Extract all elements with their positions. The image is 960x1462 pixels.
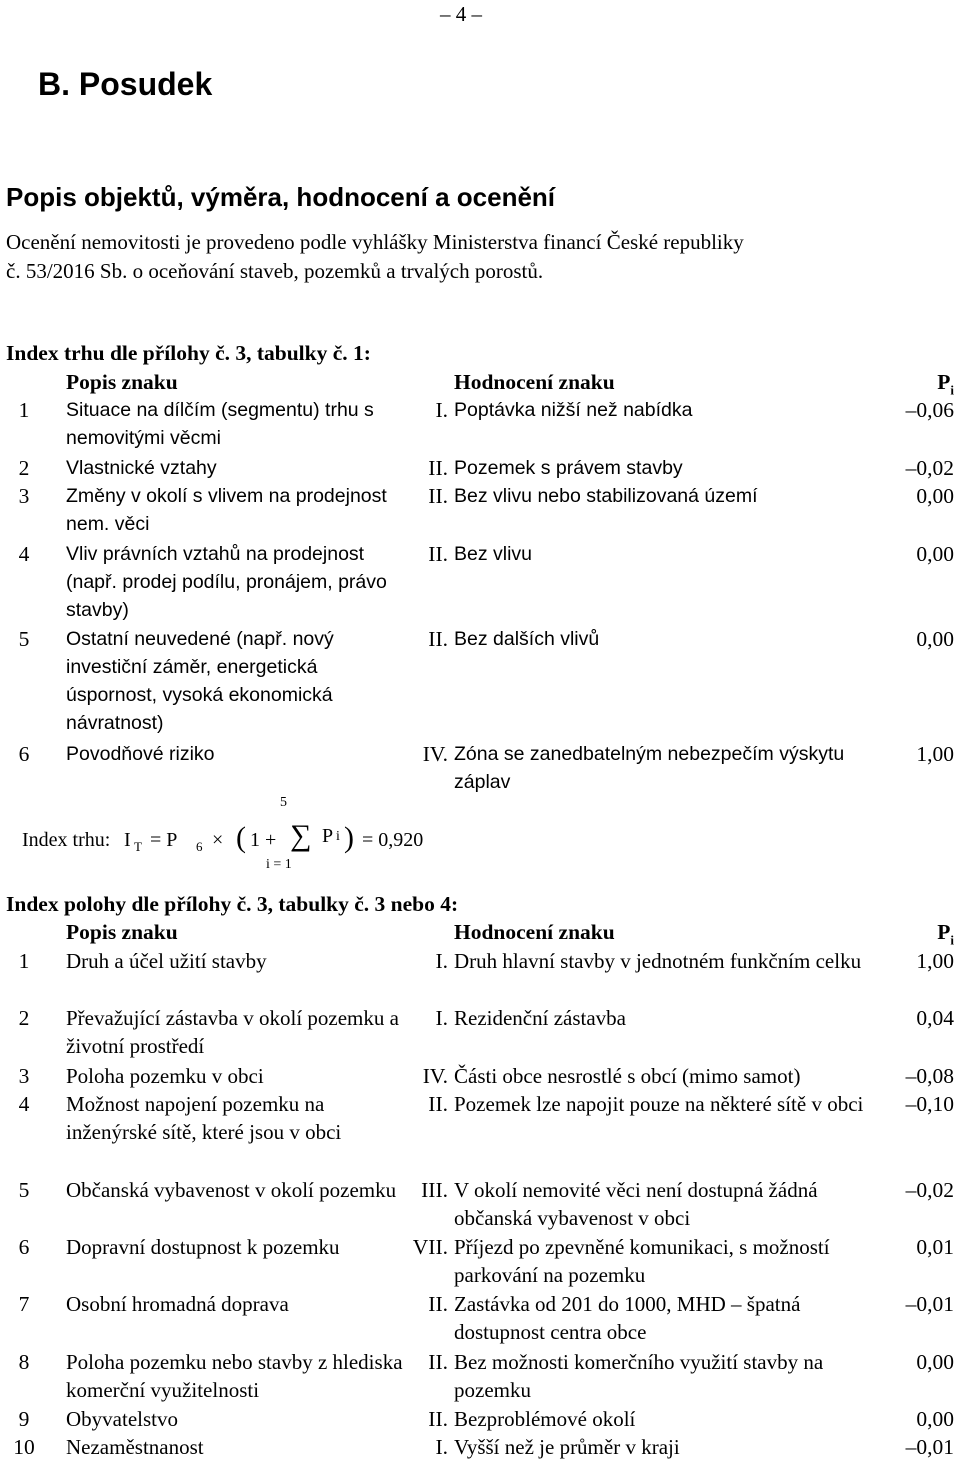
- location-eval: Bezproblémové okolí: [454, 1407, 636, 1431]
- formula-sigma-lower: i = 1: [266, 857, 292, 872]
- location-num: 5: [18, 1178, 30, 1202]
- location-value: 0,00: [916, 1350, 954, 1374]
- intro-line-1: Ocenění nemovitosti je provedeno podle vyhlášky Ministerstva financí České republiky: [6, 230, 744, 254]
- formula-it-sub: T: [134, 839, 142, 854]
- location-num: 1: [18, 949, 30, 973]
- market-num: 5: [18, 627, 30, 651]
- location-value: –0,01: [905, 1292, 954, 1316]
- formula-label: Index trhu:: [22, 829, 111, 851]
- intro-line-2: č. 53/2016 Sb. o oceňování staveb, pozemků a trvalých porostů.: [6, 259, 544, 283]
- market-eval: Bez dalších vlivů: [454, 628, 600, 650]
- location-eval: Druh hlavní stavby v jednotném funkčním celku: [454, 949, 862, 973]
- location-desc: Možnost napojení pozemku na inženýrské sítě, které jsou v obci: [66, 1092, 342, 1144]
- market-roman: II.: [428, 484, 448, 508]
- sigma-icon: ∑: [290, 819, 312, 852]
- location-desc: Poloha pozemku nebo stavby z hlediska komerční využitelnosti: [66, 1350, 403, 1402]
- location-col-p: $P_i$: [937, 920, 954, 948]
- location-value: 0,00: [916, 1407, 954, 1431]
- location-desc: Nezaměstnanost: [66, 1435, 204, 1459]
- formula-lparen: (: [236, 821, 246, 854]
- location-roman: IV.: [422, 1064, 448, 1088]
- location-eval: Části obce nesrostlé s obcí (mimo samot): [454, 1064, 801, 1088]
- location-roman: I.: [435, 949, 448, 973]
- location-desc: Dopravní dostupnost k pozemku: [66, 1235, 340, 1259]
- location-num: 6: [18, 1235, 30, 1259]
- market-desc: Povodňové riziko: [66, 743, 215, 765]
- market-desc: Situace na dílčím (segmentu) trhu s nemovitými věcmi: [66, 399, 374, 449]
- market-value: –0,02: [905, 456, 954, 480]
- market-num: 6: [18, 742, 30, 766]
- location-value: –0,08: [905, 1064, 954, 1088]
- market-index-formula: [22, 795, 442, 875]
- location-desc: Obyvatelstvo: [66, 1407, 178, 1431]
- location-value: –0,10: [905, 1092, 954, 1116]
- market-desc: Změny v okolí s vlivem na prodejnost nem. věci: [66, 485, 387, 535]
- market-roman: II.: [428, 542, 448, 566]
- formula-it: I: [124, 829, 131, 851]
- market-num: 1: [18, 398, 30, 422]
- location-desc: Druh a účel užití stavby: [66, 949, 267, 973]
- formula-sigma-upper: 5: [280, 795, 287, 810]
- location-col-eval: Hodnocení znaku: [454, 920, 615, 944]
- location-value: 1,00: [916, 949, 954, 973]
- location-num: 2: [18, 1006, 30, 1030]
- location-roman: II.: [428, 1407, 448, 1431]
- location-eval: Rezidenční zástavba: [454, 1006, 626, 1030]
- market-col-desc: Popis znaku: [66, 370, 178, 394]
- location-eval: Vyšší než je průměr v kraji: [454, 1435, 680, 1459]
- formula-times: ×: [212, 829, 224, 851]
- location-num: 10: [13, 1435, 35, 1459]
- market-eval: Pozemek s právem stavby: [454, 457, 683, 479]
- formula-p-sub: 6: [196, 839, 203, 854]
- location-desc: Osobní hromadná doprava: [66, 1292, 289, 1316]
- page-number: – 4 –: [440, 2, 482, 26]
- formula-rparen: ): [344, 821, 354, 854]
- market-index-heading: Index trhu dle přílohy č. 3, tabulky č. 1:: [6, 341, 371, 365]
- market-value: 0,00: [916, 627, 954, 651]
- location-roman: III.: [421, 1178, 448, 1202]
- location-col-desc: Popis znaku: [66, 920, 178, 944]
- market-value: 0,00: [916, 484, 954, 508]
- location-roman: II.: [428, 1092, 448, 1116]
- location-roman: II.: [428, 1350, 448, 1374]
- market-desc: Ostatní neuvedené (např. nový investiční záměr, energetická úspornost, vysoká ekonomická návratnost): [66, 628, 334, 734]
- location-eval: Zastávka od 201 do 1000, MHD – špatná dostupnost centra obce: [454, 1292, 801, 1344]
- market-eval: Poptávka nižší než nabídka: [454, 399, 693, 421]
- location-eval: V okolí nemovité věci není dostupná žádná občanská vybavenost v obci: [454, 1178, 818, 1230]
- location-num: 8: [18, 1350, 30, 1374]
- location-roman: I.: [435, 1006, 448, 1030]
- location-roman: II.: [428, 1292, 448, 1316]
- market-roman: II.: [428, 627, 448, 651]
- market-value: 1,00: [916, 742, 954, 766]
- market-roman: IV.: [422, 742, 448, 766]
- formula-pi-sub: i: [336, 829, 340, 844]
- location-eval: Pozemek lze napojit pouze na některé sítě v obci: [454, 1092, 864, 1116]
- location-value: 0,01: [916, 1235, 954, 1259]
- market-col-eval: Hodnocení znaku: [454, 370, 615, 394]
- formula-one-plus: 1 +: [250, 829, 277, 851]
- location-roman: VII.: [412, 1235, 448, 1259]
- section-title: Popis objektů, výměra, hodnocení a ocenění: [6, 182, 556, 212]
- location-num: 3: [18, 1064, 30, 1088]
- location-eval: Bez možnosti komerčního využití stavby na pozemku: [454, 1350, 824, 1402]
- market-eval: Bez vlivu: [454, 543, 533, 565]
- location-value: 0,04: [916, 1006, 954, 1030]
- market-eval: Bez vlivu nebo stabilizovaná území: [454, 485, 758, 507]
- location-value: –0,01: [905, 1435, 954, 1459]
- market-col-p: $P_i$: [937, 370, 954, 398]
- location-num: 9: [18, 1407, 30, 1431]
- market-eval: Zóna se zanedbatelným nebezpečím výskytu záplav: [454, 743, 845, 793]
- market-value: –0,06: [905, 398, 954, 422]
- market-num: 4: [18, 542, 30, 566]
- formula-result: = 0,920: [362, 829, 424, 851]
- location-index-heading: Index polohy dle přílohy č. 3, tabulky č. 3 nebo 4:: [6, 892, 459, 916]
- location-value: –0,02: [905, 1178, 954, 1202]
- location-roman: I.: [435, 1435, 448, 1459]
- market-num: 2: [18, 456, 30, 480]
- market-value: 0,00: [916, 542, 954, 566]
- market-num: 3: [18, 484, 30, 508]
- location-desc: Převažující zástavba v okolí pozemku a životní prostředí: [66, 1006, 399, 1058]
- document-title: B. Posudek: [38, 66, 213, 102]
- location-eval: Příjezd po zpevněné komunikaci, s možností parkování na pozemku: [454, 1235, 830, 1287]
- market-desc: Vlastnické vztahy: [66, 457, 217, 479]
- market-roman: I.: [435, 398, 448, 422]
- location-desc: Občanská vybavenost v okolí pozemku: [66, 1178, 397, 1202]
- market-roman: II.: [428, 456, 448, 480]
- formula-pi: P: [322, 825, 334, 847]
- market-desc: Vliv právních vztahů na prodejnost (např. prodej podílu, pronájem, právo stavby): [66, 543, 387, 621]
- location-desc: Poloha pozemku v obci: [66, 1064, 264, 1088]
- formula-eq: = P: [150, 829, 178, 851]
- location-num: 7: [18, 1292, 30, 1316]
- location-num: 4: [18, 1092, 30, 1116]
